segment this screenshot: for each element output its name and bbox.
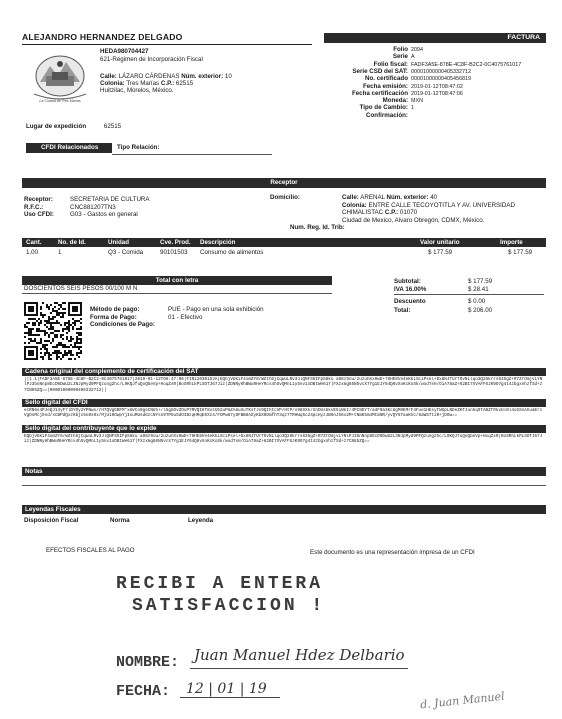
invoice-field: [290, 112, 546, 121]
totals-value: $ 177.59: [468, 278, 493, 285]
issuer-regimen: 621-Régimen de Incorporación Fiscal: [100, 56, 203, 63]
cadena-original: ||1.1|FADF3A5E-878E-4C8F-B2C2-0C4075761017|2019-01-12T08:47:06|FIN120301SJA|EQbjVbKiF4xmZY8/WZthbjCqwuLRv3JlQNFS5IFp56ku a98z9cw/2uzuhXx0wD+76HE8Ve4eKkiSciPsel+Dx8NJTUrfOvNLlqo3Q28krrs635gZ+R7ZrOmjvLYNlPJ3bnNnp8EcD0DwU2L3NJpMyd9PFQzung2hc/L9KQJfuQoQbeVp+HoqZsR|BoSRhLkPLSOTJ67Jiz|ZDNNyHhBWuRHeYRcs4hSvQMnL1y5nv1xDBtWe617|FXzxmg66N5vcX7Yg1EJY94Q6vXoKcKoSk/wodTsH/OiA78aZ+62BI7XVAFF6JK9O7g4t4zbgxnhzfSd+z7CN65ZQ==|00001000000405332712||: [24, 377, 543, 393]
invoice-field-value: FADF3A5E-878E-4C8F-B2C2-0C4075761017: [411, 61, 522, 68]
invoice-field-label: Moneda:: [382, 97, 408, 105]
payment-info: Método de pago: PUE - Pago en una sola exhibición Forma de Pago: 01 - Efectivo Condiciones de Pago:: [90, 306, 264, 328]
items-col-header: No. de Id.: [58, 239, 86, 246]
num-reg-label: Num. Reg. Id. Trib:: [290, 224, 345, 231]
items-header: [22, 238, 546, 247]
items-col-header: Unidad: [108, 239, 129, 246]
sello-cfdi-header: Sello digital del CFDI: [22, 399, 546, 407]
sello-cfdi: ecRN6s4PJeQJ14yF7lDYOy2YPNws/rH7QVgGBFM*xmVCo0geCNUh+/l5gGOvZOuP7RVQI6T8vzU52uPmZA8uXuTKsTJs9QIhtcVP/HtP/x98SXk/XnDUsbkvE5iNkI/4PI8EYT/a4F0a3KcUgMHEMrF4Fue1HEsyfWGpLNDeZKTJunhq9fABZfRkvUl0l4oGSnAhuaErcVgOsMcj9sd/sCBPdQxzKbjc5n0s0x/MjU19OwpYjIxuMUsdGzcNYsn9TP5uSdOIBzqHMqE0Xz4/FOPwU7y8FBB8AZyKbX0DmfhT3qz7TRHWq5c24pcHyzJB9nJh6x2M+tNmK5m4MtmNR/yvQY6TaaKVc/6aWS7tiR+jDOw==: [24, 408, 543, 419]
domicilio-label: Domicilio:: [270, 194, 300, 201]
items-col-header: Importe: [500, 239, 523, 246]
lugar-expedicion: Lugar de expedición 62515: [26, 123, 122, 130]
totals-value: $ 206.00: [468, 307, 493, 314]
totals-value: $ 0.00: [468, 298, 486, 305]
issuer-municipio: Huitzilac, Morelos, México.: [100, 87, 174, 94]
representacion-impresa: Este documento es una representación impresa de un CFDI: [310, 549, 475, 556]
sello-sat: EQbjVbKiF4xmZY8/WZthbjCqwuLRv3JlQNFS5IFp56ku a98z9cw/2uzuhXx0wD+76HE8Ve4eKkiSciPsel+Dx8NJTUrfOvNLlqo3Q28krrs635gZ+R7ZrOmjvLYNlPJ3bnNnp8EcD0DwU2L3NJpMyd9PFQzung2hc/L9KQJfuQoQbeVp+HoqZsR|BoSRhLkPLSOTJ67Jiz|ZDNNyHhBWuRHeYRcs4hSvQMnL1y5nv1xDBtWe617|FXzxmg66N5vcX7Yg1EJY94Q6vXoKcKoSk/wodTsH/OiA78aZ+62BI7XVAFF6JK9O7g4t4zbgxnhzfSd+z7CN65ZQ==: [24, 434, 543, 445]
invoice-field-label: Serie: [392, 53, 408, 61]
invoice-field-label: Fecha certificación: [351, 89, 408, 97]
invoice-field-value: A: [411, 54, 415, 61]
totals-label: Total:: [394, 307, 411, 314]
invoice-field-value: 1: [411, 105, 414, 112]
items-col-header: Cve. Prod.: [160, 239, 191, 246]
invoice-field-value: 2019-01-12T08:47:06: [411, 90, 463, 97]
items-cell: Consumo de alimentos: [200, 249, 264, 256]
items-col-header: Cant.: [26, 239, 42, 246]
items-cell: 1.00: [26, 249, 39, 256]
tipo-relacion-label: Tipo Relación:: [117, 144, 160, 151]
logo-caption: La Ciudad de Tres Marías: [39, 99, 81, 103]
invoice-field-value: 2094: [411, 47, 423, 53]
fecha-handwritten: 12 | 01 | 19: [186, 681, 267, 697]
leyendas-col-norma: Norma: [110, 517, 130, 524]
invoice-field-value: 00001000000405456819: [411, 76, 471, 83]
totals-label: Subtotal:: [394, 278, 421, 285]
fecha-label: FECHA:: [116, 683, 171, 700]
items-cell: Q3 - Comida: [108, 249, 144, 256]
leyendas-col-leyenda: Leyenda: [188, 517, 214, 524]
sello-sat-header: Sello digital del contribuyente que lo expide: [22, 425, 546, 433]
receptor-header: Receptor: [22, 178, 546, 188]
efectos-fiscales: EFECTOS FISCALES AL PAGO: [46, 547, 135, 554]
items-cell: $ 177.59: [428, 249, 453, 256]
invoice-field-label: Fecha emisión:: [362, 82, 408, 90]
nombre-label: NOMBRE:: [116, 654, 180, 671]
invoice-title: FACTURA: [507, 34, 540, 41]
invoice-field-value: 00001000000405332712: [411, 68, 471, 75]
invoice-title-bar: [324, 33, 546, 43]
items-cell: 90101503: [160, 249, 188, 256]
invoice-field-label: Tipo de Cambio:: [359, 104, 408, 112]
issuer-logo: [30, 54, 90, 108]
total-letra: DOSCIENTOS SEIS PESOS 00/100 M N: [24, 285, 138, 292]
issuer-address-line2: Colonia: Tres Marías C.P.: 62515: [100, 80, 194, 87]
issuer-address-line1: Calle: LÁZARO CÁRDENAS Núm. exterior: 10: [100, 73, 232, 80]
total-letra-header: Total con letra: [22, 276, 332, 285]
issuer-name: ALEJANDRO HERNANDEZ DELGADO: [22, 32, 183, 42]
invoice-field-label: Confirmación:: [366, 111, 408, 119]
leyendas-header: Leyendas Fiscales: [22, 505, 546, 514]
stamp-line2: SATISFACCION !: [132, 596, 326, 616]
totals-label: Descuento: [394, 298, 426, 305]
items-col-header: Descripción: [200, 239, 236, 246]
qr-code: [24, 302, 82, 360]
stamp-line1: RECIBI A ENTERA: [116, 574, 324, 594]
items-cell: 1: [58, 249, 62, 256]
leyendas-col-disposicion: Disposición Fiscal: [24, 517, 79, 524]
items-cell: $ 177.59: [508, 249, 533, 256]
invoice-field-label: No. certificado: [365, 75, 408, 83]
receptor-left: Receptor: SECRETARIA DE CULTURA R.F.C.: CNC881207TN3 Uso CFDI: G03 - Gastos en general: [24, 196, 150, 218]
cadena-original-header: Cadena original del complemento de certificación del SAT: [22, 368, 546, 376]
invoice-field-label: Folio fiscal:: [373, 60, 408, 68]
invoice-field-label: Folio: [393, 46, 408, 53]
nombre-handwritten: Juan Manuel Hdez Delbario: [194, 646, 405, 664]
cfdi-relacionados-bar: CFDI Relacionados: [26, 143, 112, 153]
items-col-header: Valor unitario: [420, 239, 460, 246]
totals-label: IVA 16.00%: [394, 286, 427, 293]
invoice-field-label: Serie CSD del SAT:: [352, 67, 408, 75]
totals-value: $ 28.41: [468, 286, 489, 293]
invoice-field-value: 2019-01-12T08:47:02: [411, 83, 463, 90]
signature: d. Juan Manuel: [419, 689, 506, 712]
issuer-rfc: HEDA980704427: [100, 48, 149, 55]
receptor-address: Calle: ARENAL Núm. exterior: 40 Colonia: ENTRE CALLE TECOYOTITLA Y AV. UNIVERSIDAD CHIMALISTAC C.P.: 01070 Ciudad de Mexico, Alvaro Obregón, CDMX, México.: [342, 194, 515, 224]
notas-header: Notas: [22, 467, 546, 476]
invoice-field-value: MXN: [411, 98, 423, 105]
